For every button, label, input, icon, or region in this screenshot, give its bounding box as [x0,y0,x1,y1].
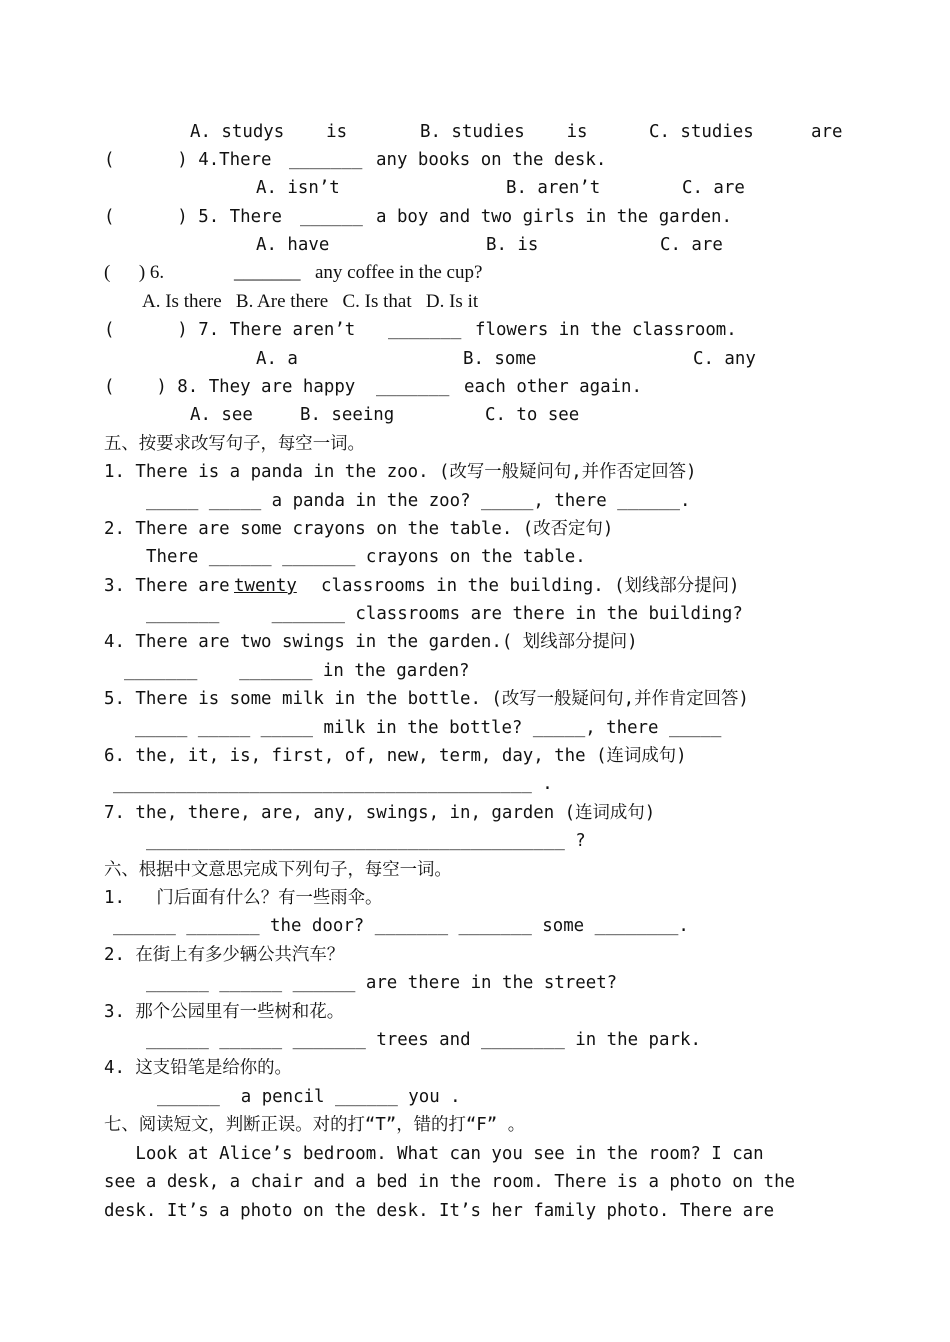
q4-paren: ( ) 4.There [104,150,272,170]
s5-item-6-answer [0,770,950,798]
s5-item-2-answer-text[interactable]: There ______ _______ crayons on the table. [146,547,586,567]
s6-item-3-answer-text[interactable]: ______ ______ _______ trees and ________ in the park. [146,1030,701,1050]
s6-item-1-text: 1. 门后面有什么？有一些雨伞。 [104,888,383,908]
s5-item-5-answer [0,714,950,742]
s7-paragraph-line-3 [0,1197,950,1225]
q7-text: flowers in the classroom. [475,320,737,340]
s7-paragraph-line-2 [0,1168,950,1196]
q4-option-b: B. aren’t [506,178,601,198]
q4-option-a: A. isn’t [256,178,340,198]
s7-paragraph-line-1-text: Look at Alice’s bedroom. What can you see in the room? I can [104,1144,764,1164]
q5-text: a boy and two girls in the garden. [376,207,732,227]
s7-paragraph-line-3-text: desk. It’s a photo on the desk. It’s her family photo. There are [104,1201,775,1221]
question-7 [0,316,950,344]
q4-option-c: C. are [682,178,745,198]
s5-item-7-answer [0,827,950,855]
q7-options-row [0,345,950,373]
s6-item-3-text: 3. 那个公园里有一些树和花。 [104,1002,345,1022]
question-4 [0,146,950,174]
q7-option-a: A. a [256,349,298,369]
s6-item-2-text: 2. 在街上有多少辆公共汽车？ [104,945,345,965]
s6-item-4-answer-text[interactable]: ______ a pencil ______ you . [157,1087,461,1107]
s6-item-1 [0,884,950,912]
q3-option-c: C. studies [649,122,754,142]
s5-item-7-answer-line[interactable]: ________________________________________ ? [146,831,586,851]
section-5-heading [0,430,950,458]
s6-item-4-text: 4. 这支铅笔是给你的。 [104,1058,292,1078]
q8-blank[interactable]: _______ [376,377,450,397]
q6-paren: ( ) 6. [104,262,165,283]
q4-options-row [0,174,950,202]
s6-item-4 [0,1054,950,1082]
s6-item-2 [0,941,950,969]
s5-item-3-suffix: classrooms in the building. (划线部分提问) [321,576,740,596]
s5-item-4-text: 4. There are two swings in the garden.( 划线部分提问) [104,632,638,652]
question-8 [0,373,950,401]
question-5 [0,203,950,231]
q3-option-c-verb: are [811,122,843,142]
s5-item-1-text: 1. There is a panda in the zoo. (改写一般疑问句,并作否定回答) [104,462,697,482]
q7-paren: ( ) 7. There aren’t [104,320,356,340]
section-6-heading-text: 六、根据中文意思完成下列句子，每空一词。 [104,860,452,880]
section-5-heading-text: 五、按要求改写句子，每空一词。 [104,434,365,454]
s7-paragraph-line-2-text: see a desk, a chair and a bed in the room. There is a photo on the [104,1172,796,1192]
s6-item-1-answer [0,912,950,940]
q8-options-row [0,401,950,429]
q5-option-a: A. have [256,235,330,255]
q8-text: each other again. [464,377,642,397]
q7-option-c: C. any [693,349,756,369]
s5-item-1 [0,458,950,486]
q4-blank[interactable]: _______ [289,150,363,170]
s5-item-1-answer [0,487,950,515]
s5-item-3-answer [0,600,950,628]
q7-blank[interactable]: _______ [388,320,462,340]
s5-item-3 [0,572,950,600]
s6-item-2-answer-text[interactable]: ______ ______ ______ are there in the street? [146,973,618,993]
q6-options: A. Is there B. Are there C. Is that D. Is it [142,291,479,312]
q5-paren: ( ) 5. There [104,207,282,227]
s5-item-6-text: 6. the, it, is, first, of, new, term, day, the (连词成句) [104,746,687,766]
q5-options-row [0,231,950,259]
s5-item-2 [0,515,950,543]
s5-item-3-prefix: 3. There are [104,576,230,596]
s6-item-3 [0,998,950,1026]
s5-item-6 [0,742,950,770]
q5-blank[interactable]: ______ [300,207,363,227]
s5-item-4-answer-text[interactable]: _______ _______ in the garden? [124,661,470,681]
s5-item-2-text: 2. There are some crayons on the table. (改否定句) [104,519,614,539]
s5-item-3-answer-text[interactable]: _______ _______ classrooms are there in the building? [146,604,743,624]
q5-option-b: B. is [486,235,539,255]
s5-item-5-text: 5. There is some milk in the bottle. (改写一般疑问句,并作肯定回答) [104,689,749,709]
s5-item-4 [0,628,950,656]
s6-item-1-answer-text[interactable]: ______ _______ the door? _______ _______ some ________. [113,916,689,936]
s5-item-5 [0,685,950,713]
section-7-heading [0,1111,950,1139]
s5-item-1-answer-text[interactable]: _____ _____ a panda in the zoo? _____, there ______. [146,491,691,511]
question-6 [0,259,950,287]
q8-paren: ( ) 8. They are happy [104,377,356,397]
s5-item-5-answer-text[interactable]: _____ _____ _____ milk in the bottle? _____, there _____ [135,718,722,738]
q8-option-c: C. to see [485,405,580,425]
section-7-heading-text: 七、阅读短文，判断正误。对的打“T”，错的打“F” 。 [104,1115,526,1135]
s7-paragraph-line-1 [0,1140,950,1168]
s5-item-3-underlined-word: twenty [234,576,297,596]
s5-item-7-text: 7. the, there, are, any, swings, in, garden (连词成句) [104,803,656,823]
s6-item-4-answer [0,1083,950,1111]
s5-item-2-answer [0,543,950,571]
q8-option-a: A. see [190,405,253,425]
s6-item-3-answer [0,1026,950,1054]
q3-option-b: B. studies is [420,122,588,142]
s5-item-6-answer-line[interactable]: ________________________________________ . [113,774,553,794]
q3-options-row [0,118,950,146]
q6-blank[interactable]: _______ [234,262,301,283]
s6-item-2-answer [0,969,950,997]
q5-option-c: C. are [660,235,723,255]
q6-options-row [0,288,950,316]
q4-text: any books on the desk. [376,150,607,170]
q3-option-a: A. studys is [190,122,348,142]
q8-option-b: B. seeing [300,405,395,425]
s5-item-7 [0,799,950,827]
s5-item-4-answer [0,657,950,685]
section-6-heading [0,856,950,884]
q6-text: any coffee in the cup? [315,262,483,283]
q7-option-b: B. some [463,349,537,369]
